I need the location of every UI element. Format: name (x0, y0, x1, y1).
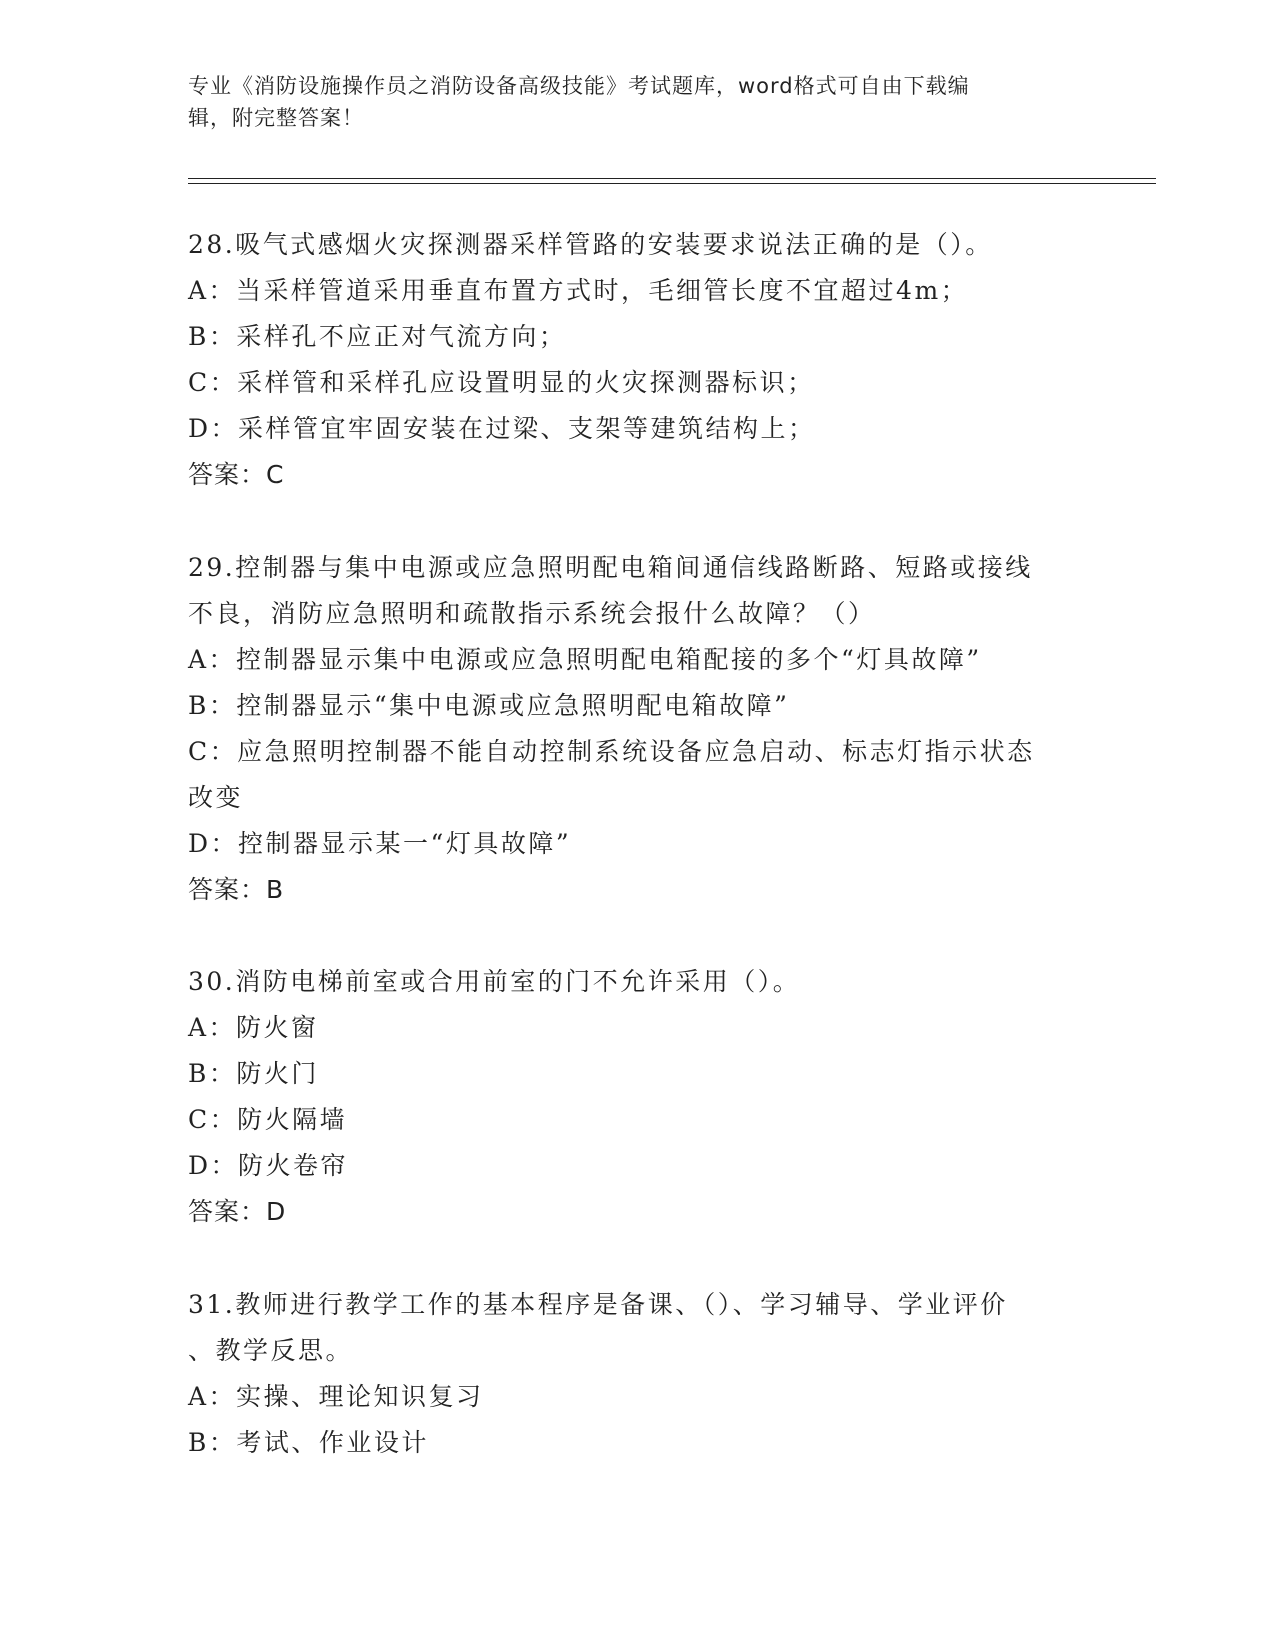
option-c: C：防火隔墙 (188, 1105, 348, 1134)
question-29 (188, 545, 1088, 913)
option-d: D：控制器显示某一“灯具故障” (188, 829, 572, 858)
option-a: A：防火窗 (188, 1013, 319, 1042)
question-stem: 29.控制器与集中电源或应急照明配电箱间通信线路断路、短路或接线 (188, 553, 1033, 582)
header-divider-top (188, 178, 1156, 179)
option-b: B：采样孔不应正对气流方向； (188, 322, 567, 351)
question-stem: 28.吸气式感烟火灾探测器采样管路的安装要求说法正确的是（）。 (188, 230, 993, 259)
option-a: A：当采样管道采用垂直布置方式时，毛细管长度不宜超过4m； (188, 276, 969, 305)
option-c: C：应急照明控制器不能自动控制系统设备应急启动、标志灯指示状态 (188, 737, 1035, 766)
option-d: D：采样管宜牢固安装在过梁、支架等建筑结构上； (188, 414, 816, 443)
option-c: C：采样管和采样孔应设置明显的火灾探测器标识； (188, 368, 815, 397)
question-31 (188, 1282, 1088, 1466)
header-line-1: 专业《消防设施操作员之消防设备高级技能》考试题库，word格式可自由下载编 (188, 74, 970, 98)
question-stem-continued: 不良，消防应急照明和疏散指示系统会报什么故障？（） (188, 599, 876, 628)
answer-label: 答案：B (188, 875, 285, 904)
question-30 (188, 959, 1088, 1235)
answer-label: 答案：C (188, 460, 285, 489)
option-b: B：考试、作业设计 (188, 1428, 429, 1457)
header-divider-bottom (188, 183, 1156, 184)
option-b: B：控制器显示“集中电源或应急照明配电箱故障” (188, 691, 790, 720)
option-d: D：防火卷帘 (188, 1151, 349, 1180)
option-a: A：实操、理论知识复习 (188, 1382, 484, 1411)
document-header (188, 70, 1088, 134)
option-b: B：防火门 (188, 1059, 319, 1088)
option-c-continued: 改变 (188, 783, 244, 812)
question-stem: 31.教师进行教学工作的基本程序是备课、（）、学习辅导、学业评价 (188, 1290, 1008, 1319)
question-28 (188, 222, 1088, 498)
option-a: A：控制器显示集中电源或应急照明配电箱配接的多个“灯具故障” (188, 645, 982, 674)
header-line-2: 辑，附完整答案！ (188, 106, 364, 130)
question-stem: 30.消防电梯前室或合用前室的门不允许采用（）。 (188, 967, 801, 996)
answer-label: 答案：D (188, 1197, 287, 1226)
question-stem-continued: 、教学反思。 (188, 1336, 354, 1365)
